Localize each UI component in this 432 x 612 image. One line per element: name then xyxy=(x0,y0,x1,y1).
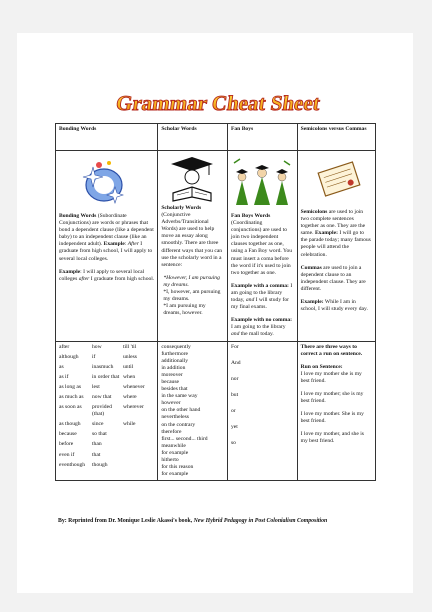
scholar-word: furthermore xyxy=(161,350,189,357)
bonding-example-colon: : xyxy=(124,241,127,248)
bonding-word: since xyxy=(92,421,104,428)
bonding-word: till 'til xyxy=(123,343,137,350)
scholar-word: besides that xyxy=(161,386,188,393)
runon-cell xyxy=(297,341,375,481)
bonding-word: eventhough xyxy=(59,461,86,468)
scholar-word: because xyxy=(161,378,180,385)
scholar-word: on the other hand xyxy=(161,407,201,414)
fanboys-comma-text2: I will study for my final exams. xyxy=(230,297,290,311)
fanboy-word: For xyxy=(230,343,239,350)
bonding-word: now that xyxy=(92,393,112,400)
runon-sentence-4: I love my mother, and she is my best friend. xyxy=(300,431,364,445)
bonding-word: while xyxy=(123,421,136,428)
bonding-word: as much as xyxy=(59,393,84,400)
bonding-word: inasmuch xyxy=(92,363,114,370)
cheat-sheet-table xyxy=(55,123,376,481)
bonding-word: so that xyxy=(92,431,107,438)
fanboy-word: yet xyxy=(230,423,238,430)
bonding-word: even if xyxy=(59,451,75,458)
scholar-words-list-cell xyxy=(158,341,228,481)
scholar-word: meanwhile xyxy=(161,442,186,449)
bonding-heading: Bonding Words xyxy=(59,213,97,219)
fanboy-words-list-cell xyxy=(227,341,297,481)
graduates-icon xyxy=(232,157,292,207)
fanboys-comma-text: I am going to the library today, xyxy=(230,282,293,304)
bonding-word: although xyxy=(59,353,79,360)
scholar-word: moreover xyxy=(161,371,183,378)
scholar-heading: Scholarly Words xyxy=(161,205,202,211)
bonding-example-text: I graduate from high school, I will apply to several local colleges. xyxy=(59,241,153,262)
scholar-word: nevertheless xyxy=(161,414,189,421)
fanboy-word: but xyxy=(230,391,239,398)
bonding-word: if xyxy=(92,353,96,360)
runon-sentence-3: I love my mother. She is my best friend. xyxy=(300,411,364,425)
bonding-word: though xyxy=(92,461,108,468)
bonding-words-list xyxy=(59,344,154,469)
fanboy-words-list xyxy=(231,344,294,448)
fanboys-cell xyxy=(227,151,297,342)
bonding-word: in order that xyxy=(92,373,120,380)
runon-sentence-2: I love my mother; she is my best friend. xyxy=(300,390,364,405)
fanboys-comma-and: and xyxy=(245,297,255,304)
fanboys-heading: Fan Boys Words xyxy=(230,213,271,219)
bonding-word: where xyxy=(123,393,137,400)
scholar-word: therefore xyxy=(161,428,182,435)
bonding-example2-b: I graduate from high school. xyxy=(89,275,155,282)
fanboys-description: (Coordinating conjunctions) are used to join two independent clauses together as one, using a Fan Boy word. You must insert a coma before the word if it's used to join two together as one. xyxy=(230,220,293,276)
scholar-word: however xyxy=(161,400,181,407)
bonding-cell xyxy=(56,151,158,342)
word-list-row xyxy=(56,341,376,481)
scholar-word: on the contrary xyxy=(161,421,196,428)
semicolons-example-label: Example: xyxy=(314,230,338,237)
scholar-illustration xyxy=(161,153,224,205)
fanboys-nocomma-and: and xyxy=(230,331,240,338)
title-wordart xyxy=(114,82,322,120)
bonding-word: when xyxy=(123,373,136,380)
fanboy-word: or xyxy=(230,407,236,414)
runon-label: Run on Sentence: xyxy=(300,363,343,370)
header-row xyxy=(56,124,376,151)
bonding-word: unless xyxy=(123,353,137,360)
reading-scholar-icon xyxy=(169,155,215,203)
scholar-word: hitherto xyxy=(161,457,179,463)
bonding-word: as though xyxy=(59,421,81,428)
bonding-word: as if xyxy=(59,373,69,380)
semicolons-illustration xyxy=(301,153,372,209)
header-bonding-words: Bonding Words xyxy=(56,124,158,151)
bonding-word xyxy=(123,431,153,438)
bonding-description: (Subordinate Conjunctions) are words or phrases that bond a dependent clause (like a dependent baby) to an independent clause (like an independent adult). xyxy=(59,213,154,248)
bonding-word xyxy=(123,452,153,459)
bonding-word: until xyxy=(123,363,134,370)
semicolons-description: are used to join two complete sentences together as one. They are the same. xyxy=(300,209,366,237)
bonding-word: as long as xyxy=(59,383,82,390)
scholar-example-1: *However, I am pursuing my dreams. xyxy=(163,274,220,288)
bonding-example-label: Example xyxy=(103,241,125,248)
bonding-illustration xyxy=(59,153,154,213)
commas-example-text: While I am in school, I will study every day. xyxy=(300,299,368,313)
commas-example-label: Example: xyxy=(300,299,324,306)
scholar-word: consequently xyxy=(161,343,191,350)
commas-description: are used to join a dependent clause to an independent clause. They are different. xyxy=(300,264,366,292)
bonding-example2-italic: after xyxy=(78,275,90,282)
header-scholar-words: Scholar Words xyxy=(158,124,228,151)
credit-line xyxy=(58,518,388,524)
scholar-description: (Conjunctive Adverbs/Transitional Words) are used to help move an essay along smoothly. There are three different ways that you can use the scholarly word in a sentence: xyxy=(161,212,223,268)
bonding-word xyxy=(123,462,153,469)
bonding-word: whenever xyxy=(123,383,145,390)
bonding-word: how xyxy=(92,343,102,350)
scholar-word: for this reason xyxy=(161,464,194,471)
bonding-word: provided (that) xyxy=(92,404,112,418)
scholar-example-3: *I am pursuing my dreams, however. xyxy=(163,303,206,317)
bonding-words-list-cell xyxy=(56,341,158,481)
semicolons-heading: Semicolons xyxy=(300,209,328,215)
bonding-word: after xyxy=(59,343,70,350)
commas-heading: Commas xyxy=(300,264,322,271)
certificate-icon xyxy=(315,159,363,199)
semicolons-cell xyxy=(297,151,375,342)
header-semicolons-vs-commas: Semicolons versus Commas xyxy=(297,124,375,151)
scholar-word: for example xyxy=(161,471,189,478)
header-fan-boys: Fan Boys xyxy=(227,124,297,151)
bonding-word: as soon as xyxy=(59,404,82,411)
page-title: Grammar Cheat Sheet xyxy=(114,91,322,115)
fanboys-nocomma-text: I am going to the library xyxy=(230,324,286,331)
bonding-word xyxy=(123,441,153,448)
bonding-word: than xyxy=(92,441,102,448)
bonding-word: lest xyxy=(92,383,100,390)
credit-book-title: New Hybrid Pedagogy in Post Colonialism Composition xyxy=(193,518,328,524)
bonding-word: before xyxy=(59,441,74,448)
bonding-word: that xyxy=(92,451,101,458)
fanboys-nocomma-text2: the mall today. xyxy=(239,331,274,338)
scholar-word: additionally xyxy=(161,357,189,364)
fanboy-word: nor xyxy=(230,375,239,382)
bonding-example-italic: After xyxy=(127,241,139,248)
sparkle-ring-icon xyxy=(79,155,129,213)
scholar-example-2: *I, however, am pursuing my dreams. xyxy=(163,289,221,303)
fanboys-nocomma-label: Example with no comma: xyxy=(230,317,293,324)
scholar-cell xyxy=(158,151,228,342)
fanboy-word: And xyxy=(230,359,241,366)
explanation-row xyxy=(56,151,376,342)
fanboys-comma-label: Example with a comma: xyxy=(230,282,289,289)
scholar-word: in addition xyxy=(161,364,186,371)
fanboy-word: so xyxy=(230,440,236,447)
semicolons-example-text: I will go to the parade today; many famous people will attend the celebration. xyxy=(300,230,371,258)
scholar-word: for example xyxy=(161,449,189,456)
scholar-words-list xyxy=(161,344,224,479)
runon-sentence-1: I love my mother she is my best friend. xyxy=(300,370,362,384)
scholar-word: in the same way xyxy=(161,393,198,400)
bonding-word: wherever xyxy=(123,404,144,411)
bonding-example2-a: : I will apply to several local colleges xyxy=(59,268,145,282)
bonding-example2-label: Example xyxy=(59,268,81,275)
credit-prefix: By: Reprinted from Dr. Monique Leslie Akassi's book, xyxy=(58,518,194,524)
scholar-word: first... second... third xyxy=(161,435,208,442)
bonding-word: because xyxy=(59,431,77,438)
bonding-word: as xyxy=(59,363,64,370)
fanboys-illustration xyxy=(231,153,294,213)
runon-heading: There are three ways to correct a run on sentence. xyxy=(300,343,363,357)
